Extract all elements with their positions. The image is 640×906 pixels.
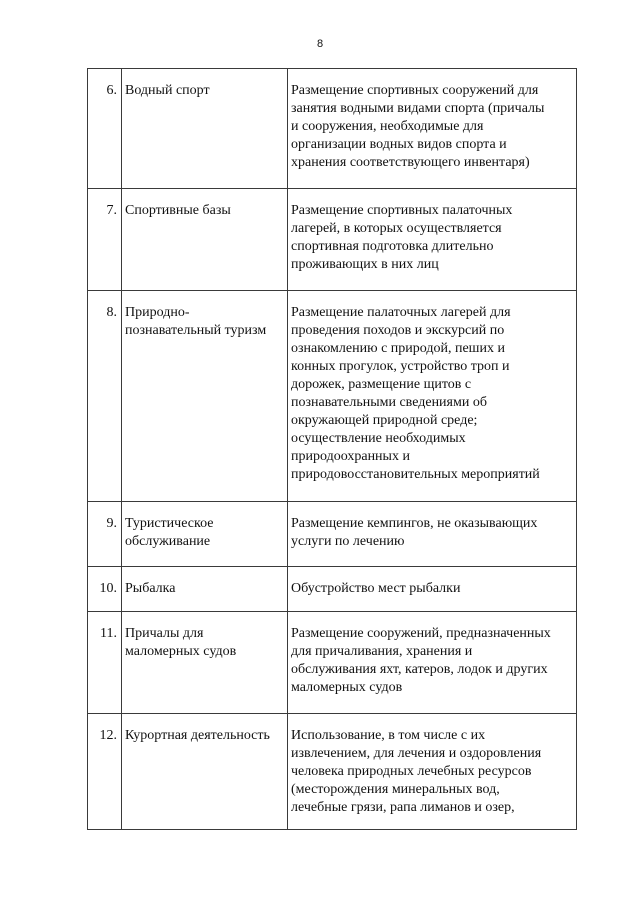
row-description: Размещение спортивных сооружений для занятия водными видами спорта (причалы и сооружения, необходимые для организации водных видов спорта и хранения соответствующего инвентаря) [291, 83, 545, 170]
row-number: 8. [106, 305, 117, 320]
row-number: 11. [100, 626, 117, 641]
row-number: 6. [106, 83, 117, 98]
table-row [88, 714, 577, 830]
row-name-cell [122, 502, 288, 567]
row-description: Размещение сооружений, предназначенных для причаливания, хранения и обслуживания яхт, катеров, лодок и других маломерных судов [291, 626, 551, 695]
row-number-cell [88, 714, 122, 830]
row-name: Природно- познавательный туризм [125, 305, 267, 338]
row-description: Использование, в том числе с их извлечением, для лечения и оздоровления человека природных лечебных ресурсов (месторождения минеральных вод, лечебные грязи, рапа лиманов и озер, [291, 728, 542, 815]
row-description-cell [288, 189, 577, 291]
table-row [88, 612, 577, 714]
table-row [88, 291, 577, 502]
row-name: Причалы для маломерных судов [125, 626, 237, 659]
row-name: Рыбалка [125, 581, 176, 596]
row-name-cell [122, 567, 288, 612]
row-name-cell [122, 189, 288, 291]
row-number: 12. [99, 728, 117, 743]
row-name-cell [122, 714, 288, 830]
row-number: 10. [99, 581, 117, 596]
land-use-table [87, 68, 577, 830]
row-number-cell [88, 612, 122, 714]
row-description-cell [288, 291, 577, 502]
table-row [88, 69, 577, 189]
row-number-cell [88, 567, 122, 612]
row-name: Курортная деятельность [125, 728, 270, 743]
row-description: Размещение палаточных лагерей для проведения походов и экскурсий по ознакомлению с природой, пеших и конных прогулок, устройство троп и дорожек, размещение щитов с познавательными сведениями об окружающей природной среде; осуществление необходимых природоохранных и природовосстановительных мероприятий [291, 305, 540, 482]
row-number-cell [88, 69, 122, 189]
row-name: Туристическое обслуживание [125, 516, 214, 549]
row-name-cell [122, 291, 288, 502]
row-name-cell [122, 69, 288, 189]
table-row [88, 502, 577, 567]
row-number-cell [88, 189, 122, 291]
row-description-cell [288, 612, 577, 714]
row-description-cell [288, 69, 577, 189]
row-number-cell [88, 502, 122, 567]
row-number: 7. [106, 203, 117, 218]
table-row [88, 189, 577, 291]
row-description-cell [288, 714, 577, 830]
row-number: 9. [106, 516, 117, 531]
row-name: Спортивные базы [125, 203, 231, 218]
row-description-cell [288, 502, 577, 567]
row-name-cell [122, 612, 288, 714]
row-description-cell [288, 567, 577, 612]
row-description: Размещение кемпингов, не оказывающих услуги по лечению [291, 516, 538, 549]
row-number-cell [88, 291, 122, 502]
row-name: Водный спорт [125, 83, 210, 98]
table-row [88, 567, 577, 612]
row-description: Обустройство мест рыбалки [291, 581, 461, 596]
page-number: 8 [316, 38, 324, 50]
row-description: Размещение спортивных палаточных лагерей, в которых осуществляется спортивная подготовка длительно проживающих в них лиц [291, 203, 513, 272]
